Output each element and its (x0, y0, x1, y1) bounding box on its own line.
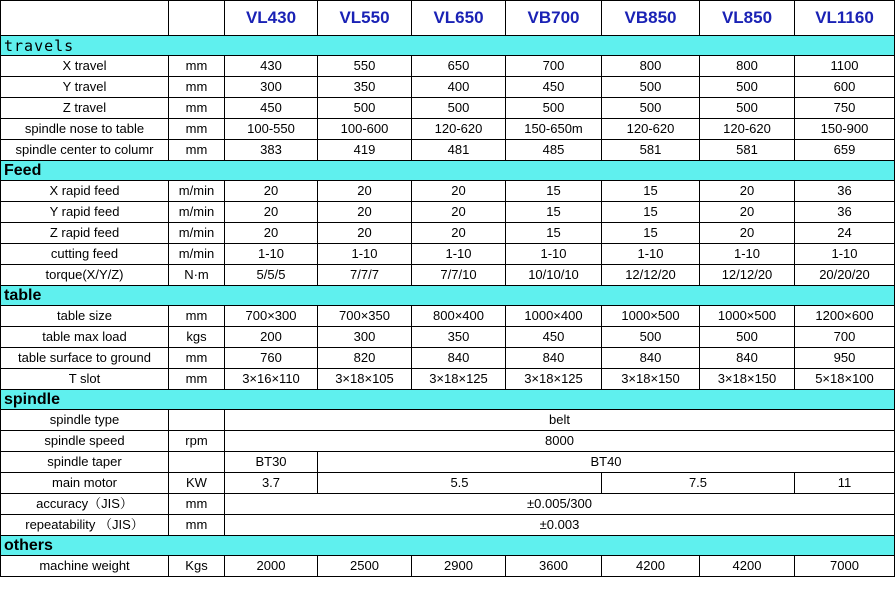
row-value: 700 (795, 327, 895, 348)
row-unit: Kgs (169, 556, 225, 577)
row-value: 120-620 (412, 119, 506, 140)
table-row (1, 98, 895, 119)
row-value: 120-620 (700, 119, 795, 140)
row-value: 200 (225, 327, 318, 348)
row-unit: m/min (169, 223, 225, 244)
row-value: 5×18×100 (795, 369, 895, 390)
row-value: 20 (225, 181, 318, 202)
model-vl850: VL850 (700, 1, 795, 36)
row-value: 100-550 (225, 119, 318, 140)
row-label: repeatability （JIS） (1, 515, 169, 536)
row-unit: mm (169, 306, 225, 327)
model-vb850: VB850 (602, 1, 700, 36)
row-value: 5/5/5 (225, 265, 318, 286)
row-value: 1-10 (412, 244, 506, 265)
row-unit: mm (169, 119, 225, 140)
row-unit: kgs (169, 327, 225, 348)
row-unit: rpm (169, 431, 225, 452)
row-value: 20 (700, 202, 795, 223)
model-vl650: VL650 (412, 1, 506, 36)
section-title-spindle: spindle (1, 390, 895, 410)
row-value: 840 (412, 348, 506, 369)
row-label: table size (1, 306, 169, 327)
row-value: 10/10/10 (506, 265, 602, 286)
row-value-merged: ±0.005/300 (225, 494, 895, 515)
spindle-type-row (1, 410, 895, 431)
row-value: 500 (700, 327, 795, 348)
row-label: Y travel (1, 77, 169, 98)
row-value: 20 (318, 181, 412, 202)
row-value: 383 (225, 140, 318, 161)
row-value: 700×300 (225, 306, 318, 327)
row-value: 20 (700, 181, 795, 202)
main-motor-row (1, 473, 895, 494)
row-label: torque(X/Y/Z) (1, 265, 169, 286)
row-value: 20 (225, 223, 318, 244)
row-value: 500 (602, 77, 700, 98)
row-value: 750 (795, 98, 895, 119)
row-value: 481 (412, 140, 506, 161)
row-value: 15 (506, 223, 602, 244)
row-value: 15 (602, 223, 700, 244)
row-value: 7/7/7 (318, 265, 412, 286)
row-value: 419 (318, 140, 412, 161)
row-unit: m/min (169, 202, 225, 223)
table-row (1, 265, 895, 286)
row-value-merged: 5.5 (318, 473, 602, 494)
row-value: 485 (506, 140, 602, 161)
row-label: spindle nose to table (1, 119, 169, 140)
row-value-merged: BT40 (318, 452, 895, 473)
row-value: 450 (506, 327, 602, 348)
model-vl1160: VL1160 (795, 1, 895, 36)
row-value: 4200 (602, 556, 700, 577)
row-value: 1-10 (602, 244, 700, 265)
row-value: 1-10 (318, 244, 412, 265)
row-label: X travel (1, 56, 169, 77)
row-value: 581 (700, 140, 795, 161)
row-label: Z rapid feed (1, 223, 169, 244)
row-value: 20 (412, 223, 506, 244)
row-value: 3×16×110 (225, 369, 318, 390)
row-value: 15 (506, 181, 602, 202)
table-row (1, 119, 895, 140)
model-vl430: VL430 (225, 1, 318, 36)
row-unit (169, 410, 225, 431)
table-row (1, 327, 895, 348)
row-value: 500 (602, 98, 700, 119)
row-value: 500 (602, 327, 700, 348)
section-travels (1, 36, 895, 56)
row-value: 20 (412, 181, 506, 202)
row-value: 150-900 (795, 119, 895, 140)
row-value: 820 (318, 348, 412, 369)
table-row (1, 556, 895, 577)
row-value: 120-620 (602, 119, 700, 140)
table-row (1, 348, 895, 369)
row-value: 760 (225, 348, 318, 369)
row-value: 3×18×125 (412, 369, 506, 390)
row-unit: m/min (169, 244, 225, 265)
row-value: 1000×500 (602, 306, 700, 327)
header-unit-blank (169, 1, 225, 36)
row-value: 12/12/20 (602, 265, 700, 286)
row-value: 24 (795, 223, 895, 244)
row-value: 20 (318, 202, 412, 223)
row-label: X rapid feed (1, 181, 169, 202)
row-value: 840 (602, 348, 700, 369)
row-value: 450 (225, 98, 318, 119)
row-value: 700×350 (318, 306, 412, 327)
row-value: 1-10 (700, 244, 795, 265)
row-value: 650 (412, 56, 506, 77)
row-unit: mm (169, 140, 225, 161)
section-title-others: others (1, 536, 895, 556)
row-value-merged: ±0.003 (225, 515, 895, 536)
row-value: 450 (506, 77, 602, 98)
row-value: 840 (506, 348, 602, 369)
row-label: spindle type (1, 410, 169, 431)
row-unit: mm (169, 98, 225, 119)
row-label: spindle speed (1, 431, 169, 452)
row-value: 500 (700, 77, 795, 98)
row-value: 2900 (412, 556, 506, 577)
row-value: 3×18×150 (700, 369, 795, 390)
row-value: 700 (506, 56, 602, 77)
row-unit (169, 452, 225, 473)
row-value-merged: 8000 (225, 431, 895, 452)
row-value: 800×400 (412, 306, 506, 327)
table-row (1, 181, 895, 202)
row-label: cutting feed (1, 244, 169, 265)
row-value: 3×18×105 (318, 369, 412, 390)
table-row (1, 56, 895, 77)
row-value: 15 (506, 202, 602, 223)
row-value: 15 (602, 181, 700, 202)
row-value: 800 (700, 56, 795, 77)
table-row (1, 140, 895, 161)
repeatability-row (1, 515, 895, 536)
section-feed (1, 161, 895, 181)
row-unit: mm (169, 515, 225, 536)
row-unit: mm (169, 56, 225, 77)
model-vl550: VL550 (318, 1, 412, 36)
model-vb700: VB700 (506, 1, 602, 36)
row-label: Y rapid feed (1, 202, 169, 223)
section-spindle (1, 390, 895, 410)
row-value: 1-10 (225, 244, 318, 265)
row-value: 1-10 (506, 244, 602, 265)
model-header-row (1, 1, 895, 36)
row-unit: N·m (169, 265, 225, 286)
row-value: 300 (318, 327, 412, 348)
row-value: BT30 (225, 452, 318, 473)
row-value: 1100 (795, 56, 895, 77)
spindle-taper-row (1, 452, 895, 473)
row-value: 1000×500 (700, 306, 795, 327)
row-unit: mm (169, 494, 225, 515)
row-value: 600 (795, 77, 895, 98)
row-value: 550 (318, 56, 412, 77)
row-value: 500 (506, 98, 602, 119)
row-value: 840 (700, 348, 795, 369)
row-value: 7/7/10 (412, 265, 506, 286)
table-row (1, 77, 895, 98)
row-label: table max load (1, 327, 169, 348)
row-value: 1200×600 (795, 306, 895, 327)
row-value: 3.7 (225, 473, 318, 494)
row-value: 7000 (795, 556, 895, 577)
row-label: main motor (1, 473, 169, 494)
row-value: 12/12/20 (700, 265, 795, 286)
row-label: spindle taper (1, 452, 169, 473)
row-value: 500 (318, 98, 412, 119)
row-value: 20 (225, 202, 318, 223)
row-value: 36 (795, 202, 895, 223)
row-label: table surface to ground (1, 348, 169, 369)
row-value: 36 (795, 181, 895, 202)
header-blank (1, 1, 169, 36)
row-unit: KW (169, 473, 225, 494)
section-title-travels: travels (1, 36, 895, 56)
row-label: machine weight (1, 556, 169, 577)
table-row (1, 306, 895, 327)
row-value: 430 (225, 56, 318, 77)
row-value: 1-10 (795, 244, 895, 265)
row-value: 4200 (700, 556, 795, 577)
row-value: 500 (412, 98, 506, 119)
row-unit: m/min (169, 181, 225, 202)
row-unit: mm (169, 369, 225, 390)
row-unit: mm (169, 348, 225, 369)
row-value: 2500 (318, 556, 412, 577)
spindle-speed-row (1, 431, 895, 452)
section-title-table: table (1, 286, 895, 306)
row-value: 800 (602, 56, 700, 77)
row-value: 3600 (506, 556, 602, 577)
row-value: 350 (412, 327, 506, 348)
row-value: 11 (795, 473, 895, 494)
table-row (1, 369, 895, 390)
section-title-feed: Feed (1, 161, 895, 181)
row-value: 1000×400 (506, 306, 602, 327)
row-label: T slot (1, 369, 169, 390)
row-value: 659 (795, 140, 895, 161)
row-label: Z travel (1, 98, 169, 119)
row-value: 500 (700, 98, 795, 119)
row-value: 2000 (225, 556, 318, 577)
row-unit: mm (169, 77, 225, 98)
row-label: spindle center to columr (1, 140, 169, 161)
row-value: 20/20/20 (795, 265, 895, 286)
row-value: 150-650m (506, 119, 602, 140)
section-others (1, 536, 895, 556)
row-value: 3×18×125 (506, 369, 602, 390)
row-value: 3×18×150 (602, 369, 700, 390)
row-value: 350 (318, 77, 412, 98)
row-value: 15 (602, 202, 700, 223)
row-value: 400 (412, 77, 506, 98)
section-table (1, 286, 895, 306)
row-value: 20 (412, 202, 506, 223)
accuracy-row (1, 494, 895, 515)
row-value: 581 (602, 140, 700, 161)
row-value: 950 (795, 348, 895, 369)
row-value-merged: belt (225, 410, 895, 431)
table-row (1, 202, 895, 223)
table-row (1, 244, 895, 265)
row-value: 20 (700, 223, 795, 244)
row-value-merged: 7.5 (602, 473, 795, 494)
row-value: 300 (225, 77, 318, 98)
table-row (1, 223, 895, 244)
row-value: 100-600 (318, 119, 412, 140)
row-value: 20 (318, 223, 412, 244)
row-label: accuracy（JIS） (1, 494, 169, 515)
